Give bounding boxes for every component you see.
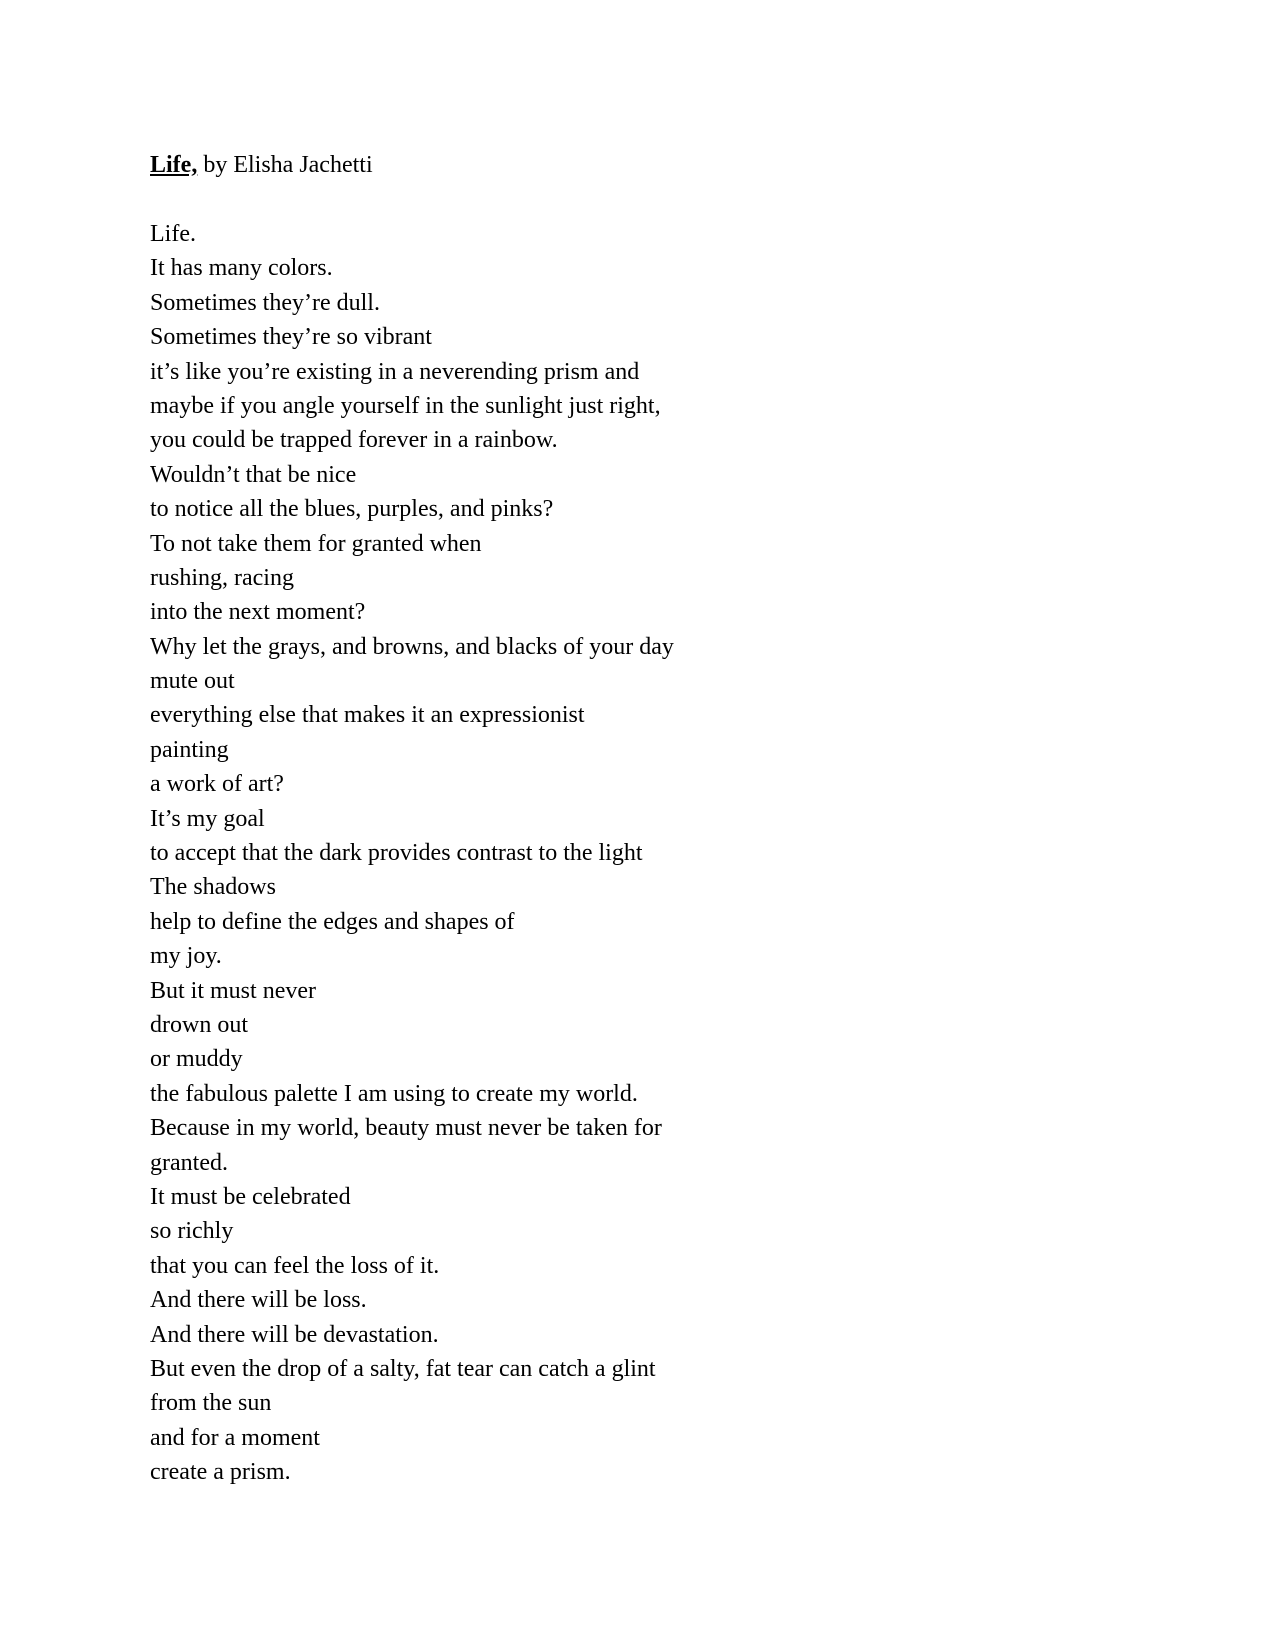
poem-line: Wouldn’t that be nice <box>150 461 357 488</box>
poem-line: maybe if you angle yourself in the sunlight just right, <box>150 392 661 419</box>
poem-line: you could be trapped forever in a rainbow. <box>150 427 558 454</box>
poem-line: Because in my world, beauty must never be taken for <box>150 1115 662 1142</box>
poem-line: It must be celebrated <box>150 1183 351 1210</box>
poem-line: my joy. <box>150 943 222 970</box>
poem-line: And there will be devastation. <box>150 1321 439 1348</box>
poem-line: it’s like you’re existing in a neverending prism and <box>150 358 640 385</box>
poem-line: granted. <box>150 1149 228 1176</box>
poem-line: It’s my goal <box>150 805 265 832</box>
poem-line: to notice all the blues, purples, and pinks? <box>150 496 554 523</box>
poem-line: into the next moment? <box>150 599 366 626</box>
author-byline: by Elisha Jachetti <box>197 152 373 178</box>
poem-line: everything else that makes it an expressionist <box>150 702 585 729</box>
title-word: Life, <box>150 152 198 178</box>
poem-line: Life. <box>150 221 196 247</box>
poem-body <box>150 217 1050 1489</box>
poem-line: But it must never <box>150 977 316 1004</box>
poem-line: that you can feel the loss of it. <box>150 1252 440 1279</box>
poem-line: And there will be loss. <box>150 1287 367 1314</box>
poem-line: rushing, racing <box>150 564 294 591</box>
poem-line: But even the drop of a salty, fat tear can catch a glint <box>150 1355 656 1382</box>
poem-line: and for a moment <box>150 1424 320 1451</box>
poem-line: drown out <box>150 1011 248 1038</box>
poem-line: To not take them for granted when <box>150 530 482 557</box>
poem-line: the fabulous palette I am using to create my world. <box>150 1080 638 1107</box>
poem-line: It has many colors. <box>150 255 333 282</box>
poem-line: so richly <box>150 1218 234 1245</box>
poem-line: a work of art? <box>150 771 284 798</box>
poem-line: Why let the grays, and browns, and blacks of your day <box>150 633 674 660</box>
poem-line: or muddy <box>150 1046 243 1073</box>
poem-line: from the sun <box>150 1390 272 1417</box>
poem-line: create a prism. <box>150 1459 291 1486</box>
poem-line: painting <box>150 736 229 763</box>
poem-line: Sometimes they’re so vibrant <box>150 324 432 351</box>
poem-line: The shadows <box>150 874 276 901</box>
poem-line: to accept that the dark provides contrast to the light <box>150 840 643 867</box>
poem-line: help to define the edges and shapes of <box>150 908 515 935</box>
poem-line: Sometimes they’re dull. <box>150 289 380 316</box>
poem-title <box>150 150 373 180</box>
poem-line: mute out <box>150 668 235 695</box>
